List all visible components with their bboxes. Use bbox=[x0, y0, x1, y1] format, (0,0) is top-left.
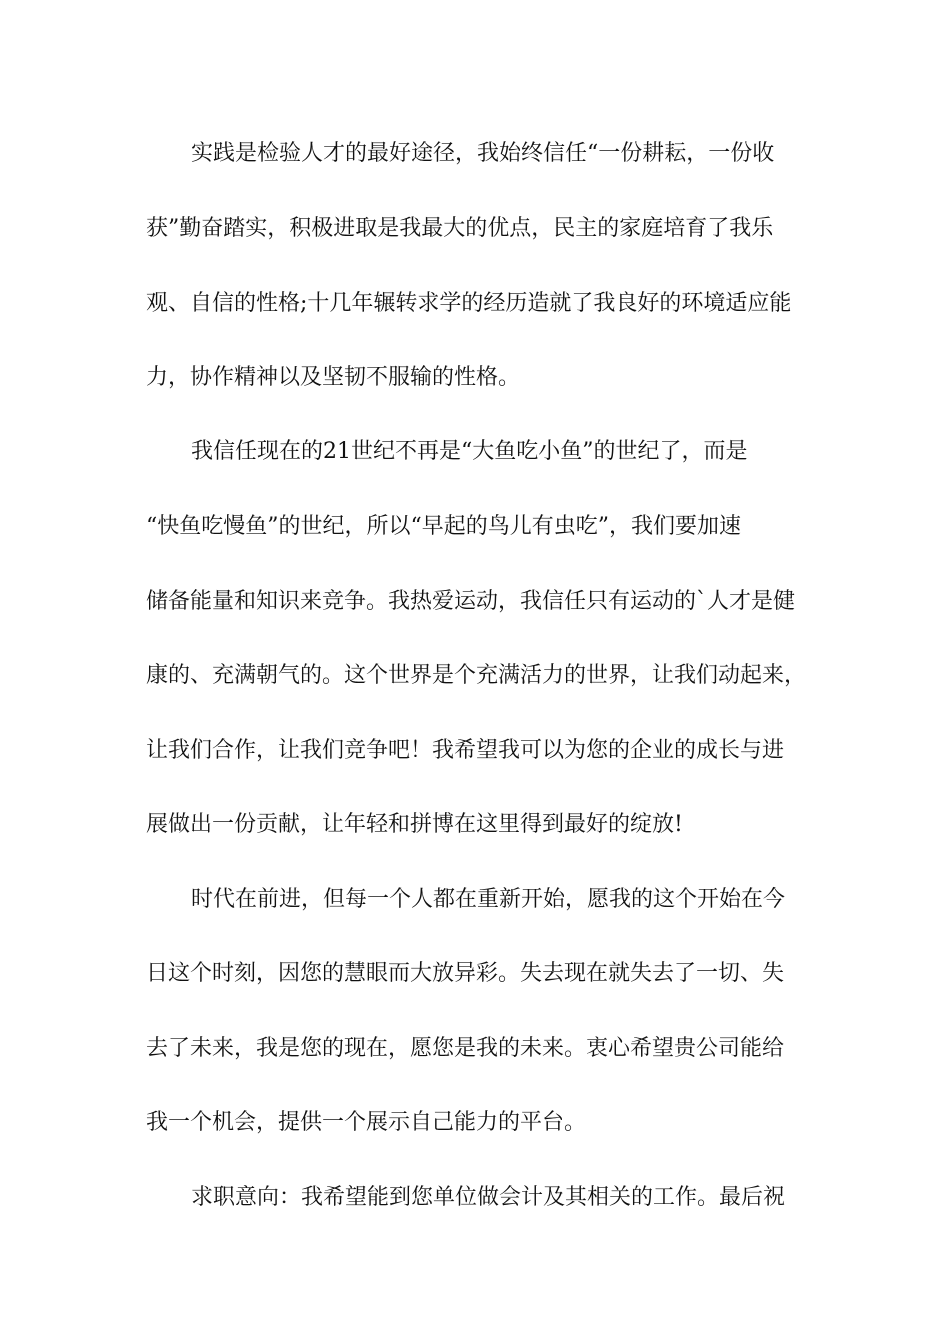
paragraph-2-line-3: 储备能量和知识来竞争。我热爱运动，我信任只有运动的`人才是健 bbox=[146, 589, 796, 614]
paragraph-1-line-2: 获”勤奋踏实，积极进取是我最大的优点，民主的家庭培育了我乐 bbox=[146, 216, 774, 241]
paragraph-2-line-1: 我信任现在的21世纪不再是“大鱼吃小鱼”的世纪了，而是 bbox=[191, 439, 748, 464]
paragraph-3-line-1: 时代在前进，但每一个人都在重新开始，愿我的这个开始在今 bbox=[191, 887, 786, 912]
paragraph-1-line-4: 力，协作精神以及坚韧不服输的性格。 bbox=[146, 365, 521, 390]
paragraph-1-line-3: 观、自信的性格;十几年辗转求学的经历造就了我良好的环境适应能 bbox=[146, 291, 792, 316]
paragraph-2-line-4: 康的、充满朝气的。这个世界是个充满活力的世界，让我们动起来， bbox=[146, 663, 807, 688]
paragraph-4-line-1: 求职意向：我希望能到您单位做会计及其相关的工作。最后祝 bbox=[191, 1185, 786, 1210]
paragraph-3-line-2: 日这个时刻，因您的慧眼而大放异彩。失去现在就失去了一切、失 bbox=[146, 961, 785, 986]
paragraph-2-line-6: 展做出一份贡献，让年轻和拼博在这里得到最好的绽放! bbox=[146, 812, 683, 837]
paragraph-1-line-1: 实践是检验人才的最好途径，我始终信任“一份耕耘，一份收 bbox=[191, 141, 775, 166]
paragraph-3-line-3: 去了未来，我是您的现在，愿您是我的未来。衷心希望贵公司能给 bbox=[146, 1036, 785, 1061]
paragraph-2-line-2: “快鱼吃慢鱼”的世纪，所以“早起的鸟儿有虫吃”，我们要加速 bbox=[146, 514, 741, 539]
paragraph-3-line-4: 我一个机会，提供一个展示自己能力的平台。 bbox=[146, 1110, 587, 1135]
paragraph-2-line-5: 让我们合作，让我们竞争吧！我希望我可以为您的企业的成长与进 bbox=[146, 738, 785, 763]
